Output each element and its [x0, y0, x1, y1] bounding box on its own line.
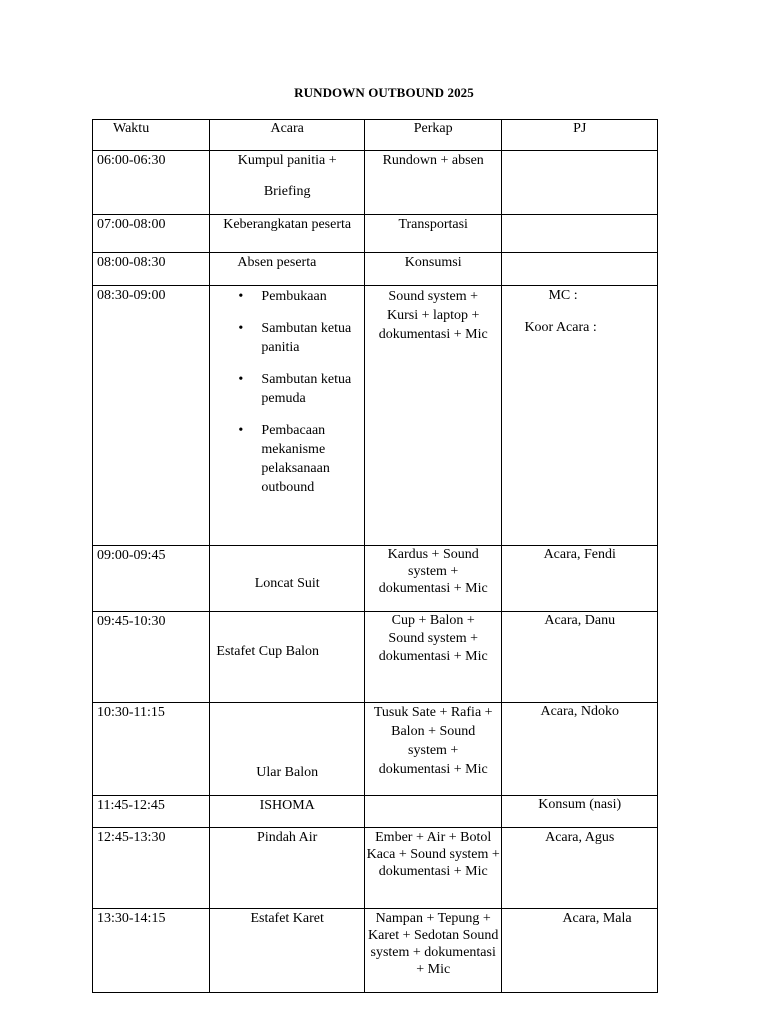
table-row [93, 215, 658, 253]
acara-cell: Loncat Suit [210, 546, 365, 612]
acara-cell: Pindah Air [210, 828, 365, 909]
perkap-cell: Tusuk Sate + Rafia + Balon + Sound system + dokumentasi + Mic [364, 703, 501, 796]
perkap-cell: Konsumsi [364, 253, 501, 286]
acara-cell: Keberangkatan peserta [210, 215, 365, 253]
waktu-cell: 08:30-09:00 [93, 286, 210, 546]
list-item: • Sambutan ketua pemuda [210, 370, 364, 408]
table-header-row [93, 120, 658, 151]
waktu-cell: 10:30-11:15 [93, 703, 210, 796]
waktu-cell: 11:45-12:45 [93, 796, 210, 828]
perkap-cell: Rundown + absen [364, 151, 501, 215]
header-waktu: Waktu [93, 120, 210, 151]
pj-cell: Acara, Mala [502, 909, 658, 993]
pj-cell: Konsum (nasi) [502, 796, 658, 828]
table-row [93, 546, 658, 612]
table-row [93, 253, 658, 286]
pj-cell [502, 215, 658, 253]
perkap-cell: Nampan + Tepung + Karet + Sedotan Sound system + dokumentasi + Mic [364, 909, 501, 993]
perkap-cell: Kardus + Sound system + dokumentasi + Mic [364, 546, 501, 612]
perkap-cell: Ember + Air + Botol Kaca + Sound system + dokumentasi + Mic [364, 828, 501, 909]
table-row [93, 703, 658, 796]
pj-cell: Acara, Fendi [502, 546, 658, 612]
waktu-cell: 12:45-13:30 [93, 828, 210, 909]
perkap-cell: Transportasi [364, 215, 501, 253]
rundown-table [92, 119, 658, 993]
pj-cell: MC : Koor Acara : [502, 286, 658, 546]
pj-cell: Acara, Ndoko [502, 703, 658, 796]
acara-cell: Kumpul panitia + Briefing [210, 151, 365, 215]
header-acara: Acara [210, 120, 365, 151]
perkap-cell: Sound system + Kursi + laptop + dokumentasi + Mic [364, 286, 501, 546]
perkap-cell [364, 796, 501, 828]
waktu-cell: 06:00-06:30 [93, 151, 210, 215]
waktu-cell: 09:45-10:30 [93, 612, 210, 703]
waktu-cell: 08:00-08:30 [93, 253, 210, 286]
perkap-cell: Cup + Balon + Sound system + dokumentasi + Mic [364, 612, 501, 703]
acara-cell: Absen peserta [210, 253, 365, 286]
header-pj: PJ [502, 120, 658, 151]
waktu-cell: 07:00-08:00 [93, 215, 210, 253]
table-row [93, 612, 658, 703]
document-title: RUNDOWN OUTBOUND 2025 [294, 85, 474, 100]
table-row [93, 151, 658, 215]
waktu-cell: 13:30-14:15 [93, 909, 210, 993]
waktu-cell: 09:00-09:45 [93, 546, 210, 612]
list-item: • Pembacaan mekanisme pelaksanaan outbound [210, 421, 364, 497]
pj-cell [502, 151, 658, 215]
table-row [93, 909, 658, 993]
table-row [93, 796, 658, 828]
pj-cell: Acara, Agus [502, 828, 658, 909]
acara-cell: ISHOMA [210, 796, 365, 828]
table-row [93, 286, 658, 546]
acara-cell: Estafet Cup Balon [210, 612, 365, 703]
pj-cell: Acara, Danu [502, 612, 658, 703]
acara-bullet-list [210, 286, 364, 497]
table-row [93, 828, 658, 909]
list-item: • Pembukaan [210, 287, 364, 306]
acara-cell [210, 286, 365, 546]
pj-cell [502, 253, 658, 286]
acara-cell: Ular Balon [210, 703, 365, 796]
header-perkap: Perkap [364, 120, 501, 151]
list-item: • Sambutan ketua panitia [210, 319, 364, 357]
acara-cell: Estafet Karet [210, 909, 365, 993]
